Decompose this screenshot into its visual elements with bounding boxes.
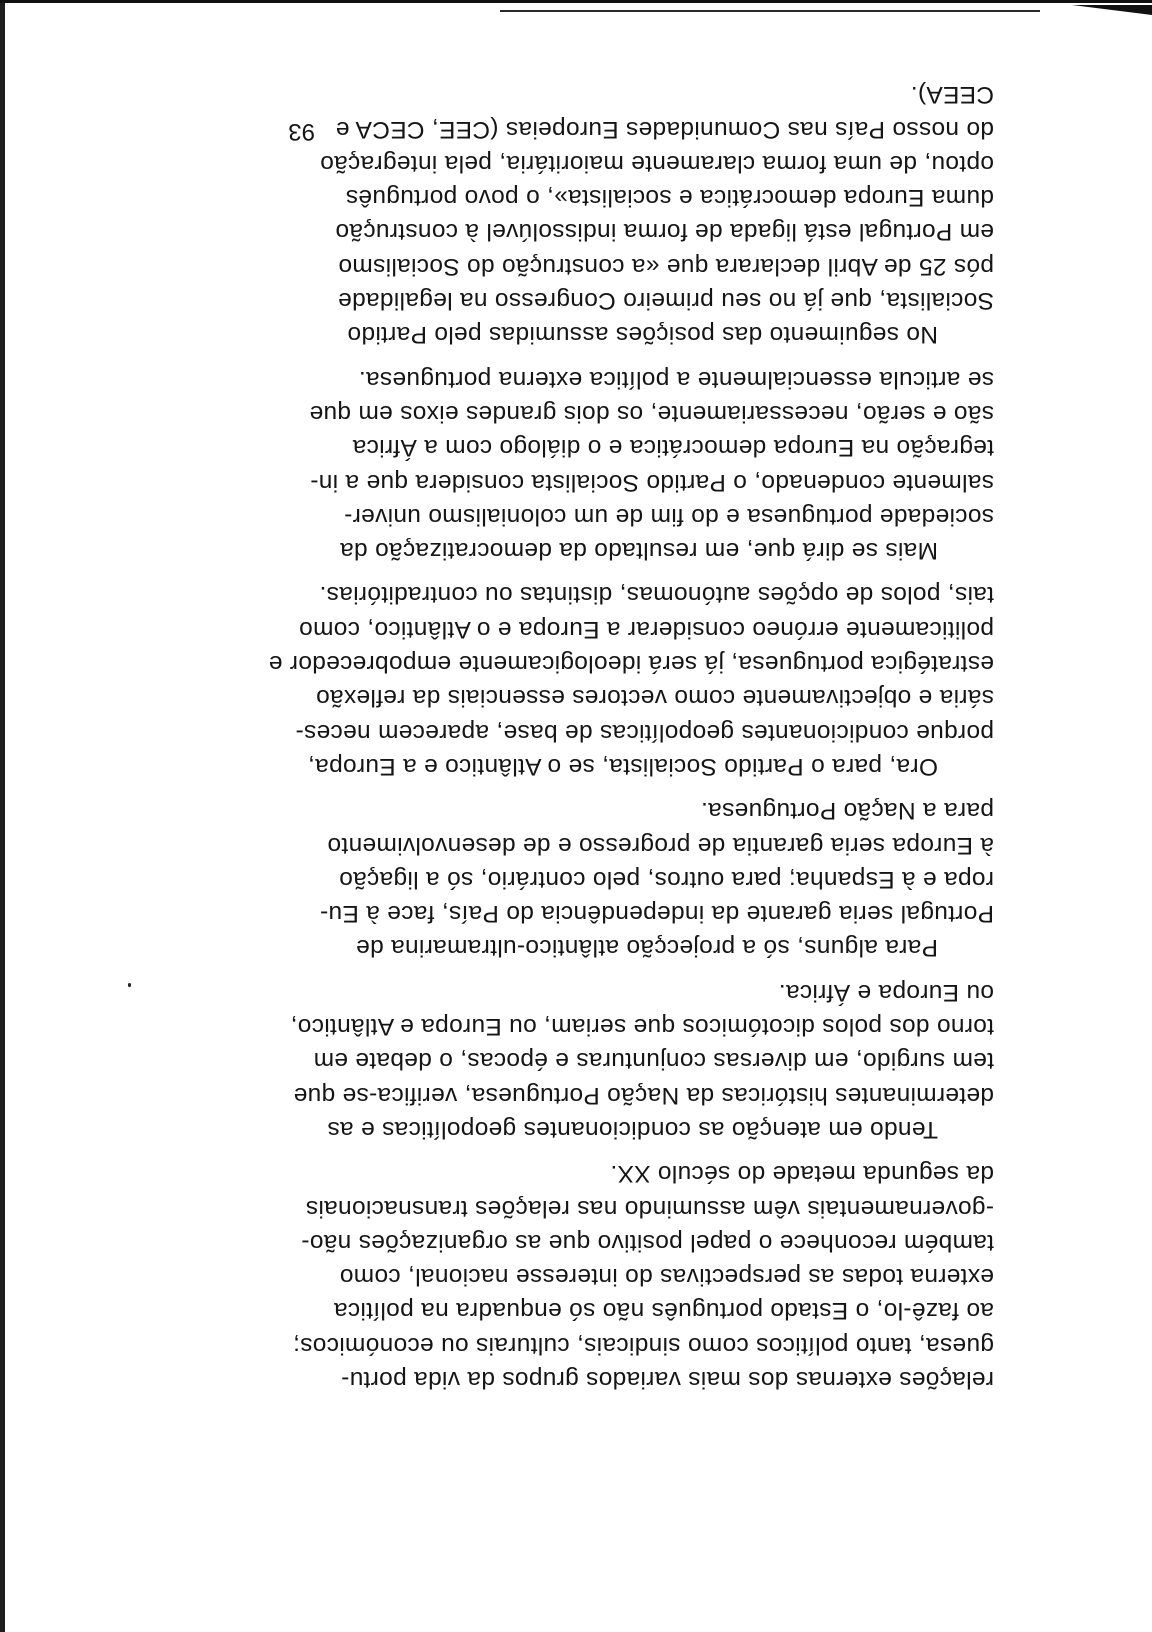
paragraph-3: Para alguns, só a projecção atlântico-ultramarina de Portugal seria garante da independência do País, face à Eu- ropa e à Espanha; para outros, pelo contrário, só a ligação à Europa seria garantia de progresso e de desenvolvimento para a Nação Portuguesa. [319, 797, 994, 962]
body-text [149, 77, 994, 1396]
paragraph-6: No seguimento das posições assumidas pelo Partido Socialista, que já no seu primeiro Congresso na legalidade pós 25 de Abril declarara que «a construção do Socialismo em Portugal está ligada de forma indissolúvel à construção duma Europa democrática e socialista», o povo português optou, de uma forma claramente maioritária, pela integração do nosso País nas Comunidades Europeias (CEE, CECA e CEEA). [319, 81, 994, 349]
paragraph-2: Tendo em atenção as condicionantes geopolíticas e as determinantes históricas da Nação Portuguesa, verifica-se que tem surgido, em diversas conjunturas e épocas, o debate em torno dos polos dicotómicos que seriam, ou Europa e Atlântico, ou Europa e África. [290, 978, 994, 1143]
paragraph-4: Ora, para o Partido Socialista, se o Atlântico e a Europa, porque condicionantes geopolíticas de base, aparecem neces- sária e objectivamente como vectores essenciais da reflexão estratégica portuguesa, já será ideologicamente empobrecedor e politicamente erróneo considerar a Europa e o Atlântico, como tais, polos de opções autónomas, distintas ou contraditórias. [268, 581, 994, 780]
paragraph-5: Mais se dirá que, em resultado da democratização da sociedade portuguesa e do fim de um colonialismo univer- salmente condenado, o Partido Socialista considera que a in- tegração na Europa democrática e o diálogo com a África são e serão, necessariamente, os dois grandes eixos em que se articula essencialmente a política externa portuguesa. [309, 365, 994, 565]
page-number: 93 [288, 118, 315, 145]
paragraph-1: relações externas dos mais variados grupos da vida portu- guesa, tanto políticos como sindicais, culturais ou económicos; ao fazê-lo, o Estado português não só enquadra na política externa todas as perspectivas do interesse nacional, como também reconhece o papel positivo que as organizações não- -governamentais vêm assumindo nas relações transnacionais da segunda metade do século XX. [292, 1160, 994, 1393]
